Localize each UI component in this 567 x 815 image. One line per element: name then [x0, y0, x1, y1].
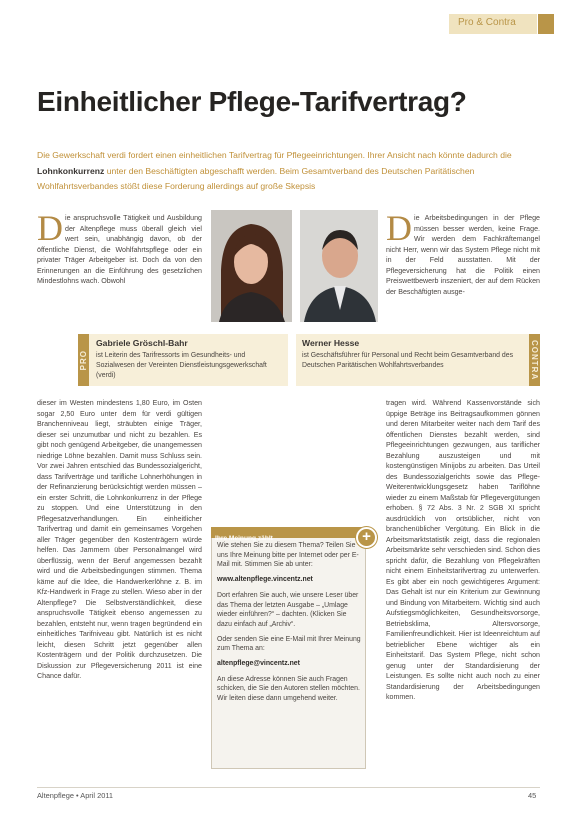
contra-tag-label: CONTRA — [530, 339, 539, 381]
plus-icon: + — [356, 527, 377, 548]
pro-author-info — [96, 338, 282, 380]
reader-opinion-header — [211, 527, 365, 542]
reader-opinion-body — [217, 541, 362, 709]
reader-opinion-website-link[interactable]: www.altenpflege.vincentz.net — [217, 576, 313, 584]
section-runner-square — [538, 14, 554, 34]
footer-rule — [37, 787, 540, 788]
pro-tag-label: PRO — [79, 349, 88, 371]
portrait-hesse-illustration — [300, 210, 378, 322]
pro-author-role: ist Leiterin des Tarifressorts im Gesundheits- und Sozialwesen der Vereinten Dienstleistungsgewerkschaft (verdi) — [96, 352, 267, 379]
portrait-hesse — [300, 210, 378, 322]
section-runner-label: Pro & Contra — [458, 17, 516, 28]
pro-tag-bar — [78, 334, 89, 386]
reader-opinion-questions-text: An diese Adresse können Sie auch Fragen schicken, die Sie den Autoren stellen möchten. Wir leiten diese dann umgehend weiter. — [217, 675, 360, 703]
pro-body-text: dieser im Westen mindestens 1,80 Euro, im Osten sogar 2,50 Euro unter dem für verdi gültigen Branchenniveau liegt, sträubten einige Träger, dieser sei unzumutbar und nicht zu bezahlen. Es gibt noch genügend Arbeitgeber, die unangemessen niedrige Löhne bezahlen. Damit muss Schluss sein. Vor zwei Jahren entschied das Bundessozialgericht, dass Tarifverträge und tarifliche Lohnerhöhungen in der Refinanzierung berücksichtigt werden müssen – ein erster Schritt, die Lohnkonkurrenz in der Pflege zu stoppen. Und eine Unterstützung in den Pflegesatzverhandlungen. Ein einheitlicher Tarifvertrag und damit ein gemeinsames Vorgehen aller Träger gegenüber den Kostenträgern würde helfen. Das Jammern über Personalmangel wird überflüssig, wenn der Beruf angemessen bezahlt wird und die Arbeitsbedingungen stimmen. Thema käme auf die Idee, die Handwerkerlöhne z. B. im Kfz-Handwerk in Frage zu stellen. Wieso aber in der Altenpflege? Die Selbstverständlichkeit, diese anspruchsvolle Tätigkeit ebenso angemessen zu bezahlen, entsteht nur, wenn tragen begründend ein einheitliches Tarifniveau gibt. Natürlich ist es nicht leicht, diesen Schritt jetzt gegenüber allen Kostenträgern und der Politik durchzusetzen. Die Diskussion zur Pflegeversicherung 2011 ist eine Chance dafür. — [37, 399, 202, 680]
intro-teaser — [37, 148, 537, 195]
contra-author-info — [302, 338, 522, 371]
portrait-groeschl-bahr-illustration — [211, 210, 292, 322]
reader-opinion-archive-text: Dort erfahren Sie auch, wie unsere Leser über das Thema der letzten Ausgabe – „Umlage wieder einführen?“ – dachten. (Klicken Sie dazu einfach auf „Archiv“. — [217, 591, 359, 628]
reader-opinion-email-link[interactable]: altenpflege@vincentz.net — [217, 660, 300, 668]
contra-tag-bar — [529, 334, 540, 386]
contra-author-role: ist Geschäftsführer für Personal und Recht beim Gesamtverband des Deutschen Paritätischen Wohlfahrtsverbandes — [302, 352, 514, 369]
contra-body-text: tragen wird. Während Kassenvorstände sich üppige Beträge ins Beitragsaufkommen gönnen und deren Mitarbeiter weiter nach dem Tarif des öffentlichen Dienstes bezahlt werden, sind Pflegeeinrichtungen gezwungen, aus tariflicher Bezahlung auszusteigen und mit kostengünstigen Minijobs zu arbeiten. Das Urteil des Bundessozialgerichts sowie das Pflege-Weiterentwicklungsgesetz haben Tariflöhne wieder zu einem Maßstab für Pflegevergütungen erhoben. § 72 Abs. 3 Nr. 2 SGB XI spricht ausdrücklich von ortsüblicher, nicht von branchenüblicher Vergütung. Ein Blick in die Arbeitsmarktstatistik zeigt, dass die regionalen Arbeitsmärkte sehr verschieden sind. Schon dies spricht dafür, die Bezahlung von Pflegekräften nicht einem Einheitstarifvertrag zu unterwerfen. Es gibt aber ein noch gewichtigeres Argument: Das Gehalt ist nur ein Kriterium zur Gewinnung und Bindung von Mitarbeitern. Wichtig sind auch Aufstiegsmöglichkeiten, Gesundheitsvorsorge, Betriebsklima, Altersvorsorge, Familienfreundlichkeit. Hier ist Ideenreichtum auf betrieblicher Ebene wichtiger als ein Einheitstarif. Das System Pflege, nicht schon genug unter der Standardisierung der Leistungen. Es sollte nicht auch noch zu einer Standardisierung der Arbeitsbedingungen kommen. — [386, 399, 540, 701]
pro-dropcap: D — [37, 208, 63, 248]
footer-publication: Altenpflege • April 2011 — [37, 791, 113, 800]
reader-opinion-title: Ihre Meinung zählt — [215, 535, 273, 542]
page-number: 45 — [528, 791, 537, 800]
contra-author-name: Werner Hesse — [302, 338, 360, 348]
intro-bold-keyword: Lohnkonkurrenz — [37, 165, 105, 176]
intro-text-part2: unter den Beschäftigten abgeschafft werden. Beim Gesamtverband des Deutschen Paritätischen Wohlfahrtsverbandes stößt diese Forderung allerdings auf große Skepsis — [37, 165, 475, 192]
reader-opinion-intro: Wie stehen Sie zu diesem Thema? Teilen Sie uns Ihre Meinung bitte per Internet oder per E-Mail mit. Stimmen Sie ab unter: — [217, 542, 359, 569]
contra-lead-text: ie Arbeitsbedingungen in der Pflege müssen besser werden, keine Frage. Wir werden dem Fachkräftemangel nicht Herr, wenn wir das System Pflege nicht mit in der Feld ausstatten. Mit der Pflegeversicherung hat die Politik einen Preiswettbewerb inszeniert, der auf dem Rücken der Beschäftigten ausge- — [386, 214, 540, 296]
pro-lead-text: ie anspruchsvolle Tätigkeit und Ausbildung der Altenpflege muss überall gleich viel wert sein, unabhängig davon, ob der öffentliche Dienst, die Wohlfahrtspflege oder ein privater Träger Arbeitgeber ist. Doch da von den Erinnerungen an die Einführung des gesetzlichen Mindestlohns wach. Obwohl — [37, 214, 202, 285]
reader-opinion-email-prompt: Oder senden Sie eine E-Mail mit Ihrer Meinung zum Thema an: — [217, 635, 361, 653]
portrait-groeschl-bahr — [211, 210, 292, 322]
pro-author-name: Gabriele Gröschl-Bahr — [96, 338, 188, 348]
pro-lead-paragraph — [37, 208, 202, 287]
contra-dropcap: D — [386, 208, 412, 248]
intro-text-part1: Die Gewerkschaft verdi fordert einen einheitlichen Tarifvertrag für Pflegeeinrichtungen. Ihrer Ansicht nach könnte dadurch die — [37, 150, 512, 160]
contra-lead-paragraph — [386, 208, 540, 297]
page-headline: Einheitlicher Pflege-Tarifvertrag? — [37, 86, 467, 117]
